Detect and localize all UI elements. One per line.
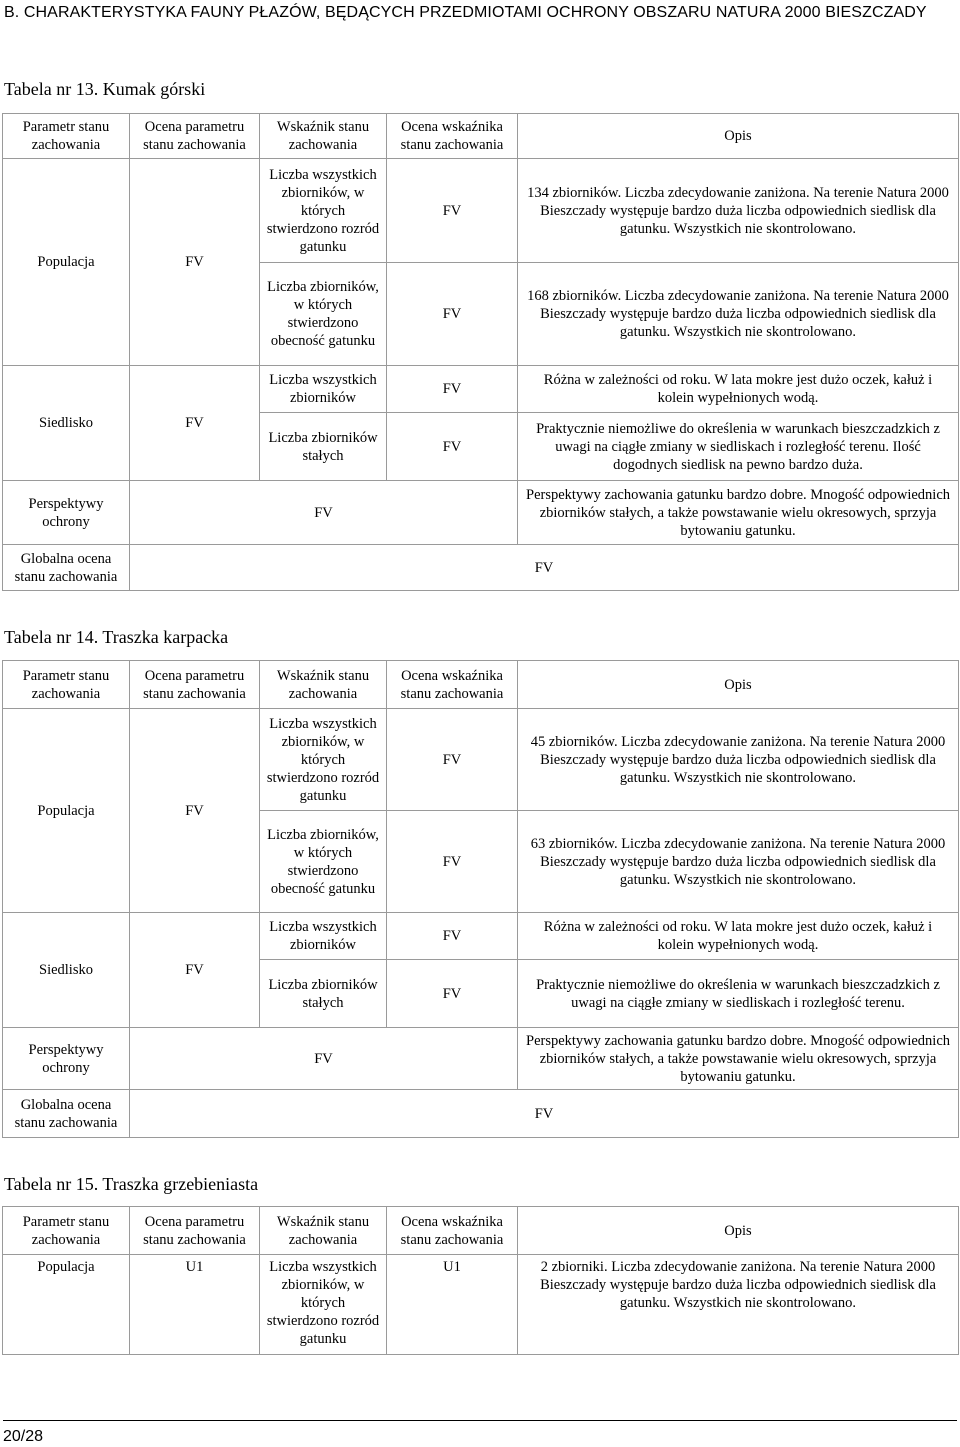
header-opis: Opis — [518, 1207, 959, 1255]
indicator-description: Różna w zależności od roku. W lata mokre jest dużo oczek, kałuż i kolein wypełnionych wodą. — [518, 913, 959, 960]
rating-siedlisko: FV — [130, 913, 260, 1028]
indicator-rating: FV — [387, 413, 518, 481]
parameter-globalna: Globalna ocena stanu zachowania — [3, 1090, 130, 1138]
table-header-row — [3, 114, 959, 159]
page-footer — [3, 1420, 957, 1447]
perspektywy-description: Perspektywy zachowania gatunku bardzo dobre. Mnogość odpowiednich zbiorników stałych, a także powstawanie wielu okresowych, sprzyja bytowaniu gatunku. — [518, 481, 959, 545]
table-row — [3, 1255, 959, 1355]
header-opis: Opis — [518, 114, 959, 159]
header-ocena-parametru: Ocena parametru stanu zachowania — [130, 661, 260, 709]
indicator-name: Liczba wszystkich zbiorników, w których stwierdzono rozród gatunku — [260, 709, 387, 811]
header-opis: Opis — [518, 661, 959, 709]
indicator-name: Liczba wszystkich zbiorników — [260, 913, 387, 960]
table-header-row — [3, 1207, 959, 1255]
table-row — [3, 366, 959, 413]
page-number: 20/28 — [3, 1428, 44, 1445]
parameter-perspektywy: Perspektywy ochrony — [3, 1028, 130, 1090]
table-13 — [2, 113, 959, 591]
table-header-row — [3, 661, 959, 709]
rating-globalna: FV — [130, 1090, 959, 1138]
parameter-siedlisko: Siedlisko — [3, 366, 130, 481]
indicator-description: 168 zbiorników. Liczba zdecydowanie zaniżona. Na terenie Natura 2000 Bieszczady występuje bardzo duża liczba odpowiednich siedlisk dla gatunku. Wszystkich nie skontrolowano. — [518, 263, 959, 366]
rating-populacja: U1 — [130, 1255, 260, 1355]
parameter-perspektywy: Perspektywy ochrony — [3, 481, 130, 545]
table-row — [3, 481, 959, 545]
indicator-rating: FV — [387, 960, 518, 1028]
table-15-title: Tabela nr 15. Traszka grzebieniasta — [4, 1174, 259, 1194]
parameter-populacja: Populacja — [3, 709, 130, 913]
indicator-rating: U1 — [387, 1255, 518, 1355]
header-ocena-wskaznika: Ocena wskaźnika stanu zachowania — [387, 114, 518, 159]
rating-perspektywy: FV — [130, 481, 518, 545]
indicator-description: 45 zbiorników. Liczba zdecydowanie zaniżona. Na terenie Natura 2000 Bieszczady występuje bardzo duża liczba odpowiednich siedlisk dla gatunku. Wszystkich nie skontrolowano. — [518, 709, 959, 811]
indicator-rating: FV — [387, 913, 518, 960]
indicator-description: Praktycznie niemożliwe do określenia w warunkach bieszczadzkich z uwagi na ciągłe zmiany w siedliskach i rozległość terenu. Ilość dogodnych siedlisk na pewno bardzo duża. — [518, 413, 959, 481]
table-row — [3, 913, 959, 960]
table-13-title: Tabela nr 13. Kumak górski — [4, 79, 206, 99]
indicator-rating: FV — [387, 366, 518, 413]
table-15 — [2, 1206, 959, 1355]
rating-populacja: FV — [130, 159, 260, 366]
indicator-name: Liczba wszystkich zbiorników, w których stwierdzono rozród gatunku — [260, 159, 387, 263]
indicator-name: Liczba wszystkich zbiorników, w których stwierdzono rozród gatunku — [260, 1255, 387, 1355]
header-ocena-wskaznika: Ocena wskaźnika stanu zachowania — [387, 661, 518, 709]
parameter-populacja: Populacja — [3, 159, 130, 366]
table-row — [3, 1028, 959, 1090]
indicator-name: Liczba wszystkich zbiorników — [260, 366, 387, 413]
indicator-name: Liczba zbiorników, w których stwierdzono obecność gatunku — [260, 263, 387, 366]
indicator-description: 63 zbiorników. Liczba zdecydowanie zaniżona. Na terenie Natura 2000 Bieszczady występuje bardzo duża liczba odpowiednich siedlisk dla gatunku. Wszystkich nie skontrolowano. — [518, 811, 959, 913]
header-wskaznik: Wskaźnik stanu zachowania — [260, 114, 387, 159]
header-parametr: Parametr stanu zachowania — [3, 661, 130, 709]
indicator-rating: FV — [387, 709, 518, 811]
table-row — [3, 159, 959, 263]
indicator-name: Liczba zbiorników stałych — [260, 413, 387, 481]
header-ocena-wskaznika: Ocena wskaźnika stanu zachowania — [387, 1207, 518, 1255]
parameter-siedlisko: Siedlisko — [3, 913, 130, 1028]
indicator-name: Liczba zbiorników, w których stwierdzono obecność gatunku — [260, 811, 387, 913]
header-parametr: Parametr stanu zachowania — [3, 114, 130, 159]
header-ocena-parametru: Ocena parametru stanu zachowania — [130, 1207, 260, 1255]
table-14-title: Tabela nr 14. Traszka karpacka — [4, 627, 229, 647]
header-ocena-parametru: Ocena parametru stanu zachowania — [130, 114, 260, 159]
table-row — [3, 709, 959, 811]
indicator-rating: FV — [387, 811, 518, 913]
parameter-globalna: Globalna ocena stanu zachowania — [3, 545, 130, 591]
rating-perspektywy: FV — [130, 1028, 518, 1090]
rating-siedlisko: FV — [130, 366, 260, 481]
parameter-populacja: Populacja — [3, 1255, 130, 1355]
indicator-description: Różna w zależności od roku. W lata mokre jest dużo oczek, kałuż i kolein wypełnionych wodą. — [518, 366, 959, 413]
rating-populacja: FV — [130, 709, 260, 913]
indicator-description: 134 zbiorników. Liczba zdecydowanie zaniżona. Na terenie Natura 2000 Bieszczady występuje bardzo duża liczba odpowiednich siedlisk dla gatunku. Wszystkich nie skontrolowano. — [518, 159, 959, 263]
header-parametr: Parametr stanu zachowania — [3, 1207, 130, 1255]
indicator-name: Liczba zbiorników stałych — [260, 960, 387, 1028]
indicator-description: Praktycznie niemożliwe do określenia w warunkach bieszczadzkich z uwagi na ciągłe zmiany w siedliskach i rozległość terenu. — [518, 960, 959, 1028]
indicator-rating: FV — [387, 263, 518, 366]
perspektywy-description: Perspektywy zachowania gatunku bardzo dobre. Mnogość odpowiednich zbiorników stałych, a także powstawanie wielu okresowych, sprzyja bytowaniu gatunku. — [518, 1028, 959, 1090]
header-wskaznik: Wskaźnik stanu zachowania — [260, 661, 387, 709]
page-header: B. CHARAKTERYSTYKA FAUNY PŁAZÓW, BĘDĄCYCH PRZEDMIOTAMI OCHRONY OBSZARU NATURA 2000 BIESZCZADY — [4, 4, 927, 21]
table-row — [3, 1090, 959, 1138]
indicator-rating: FV — [387, 159, 518, 263]
rating-globalna: FV — [130, 545, 959, 591]
indicator-description: 2 zbiorniki. Liczba zdecydowanie zaniżona. Na terenie Natura 2000 Bieszczady występuje bardzo duża liczba odpowiednich siedlisk dla gatunku. Wszystkich nie skontrolowano. — [518, 1255, 959, 1355]
table-row — [3, 545, 959, 591]
header-wskaznik: Wskaźnik stanu zachowania — [260, 1207, 387, 1255]
table-14 — [2, 660, 959, 1138]
